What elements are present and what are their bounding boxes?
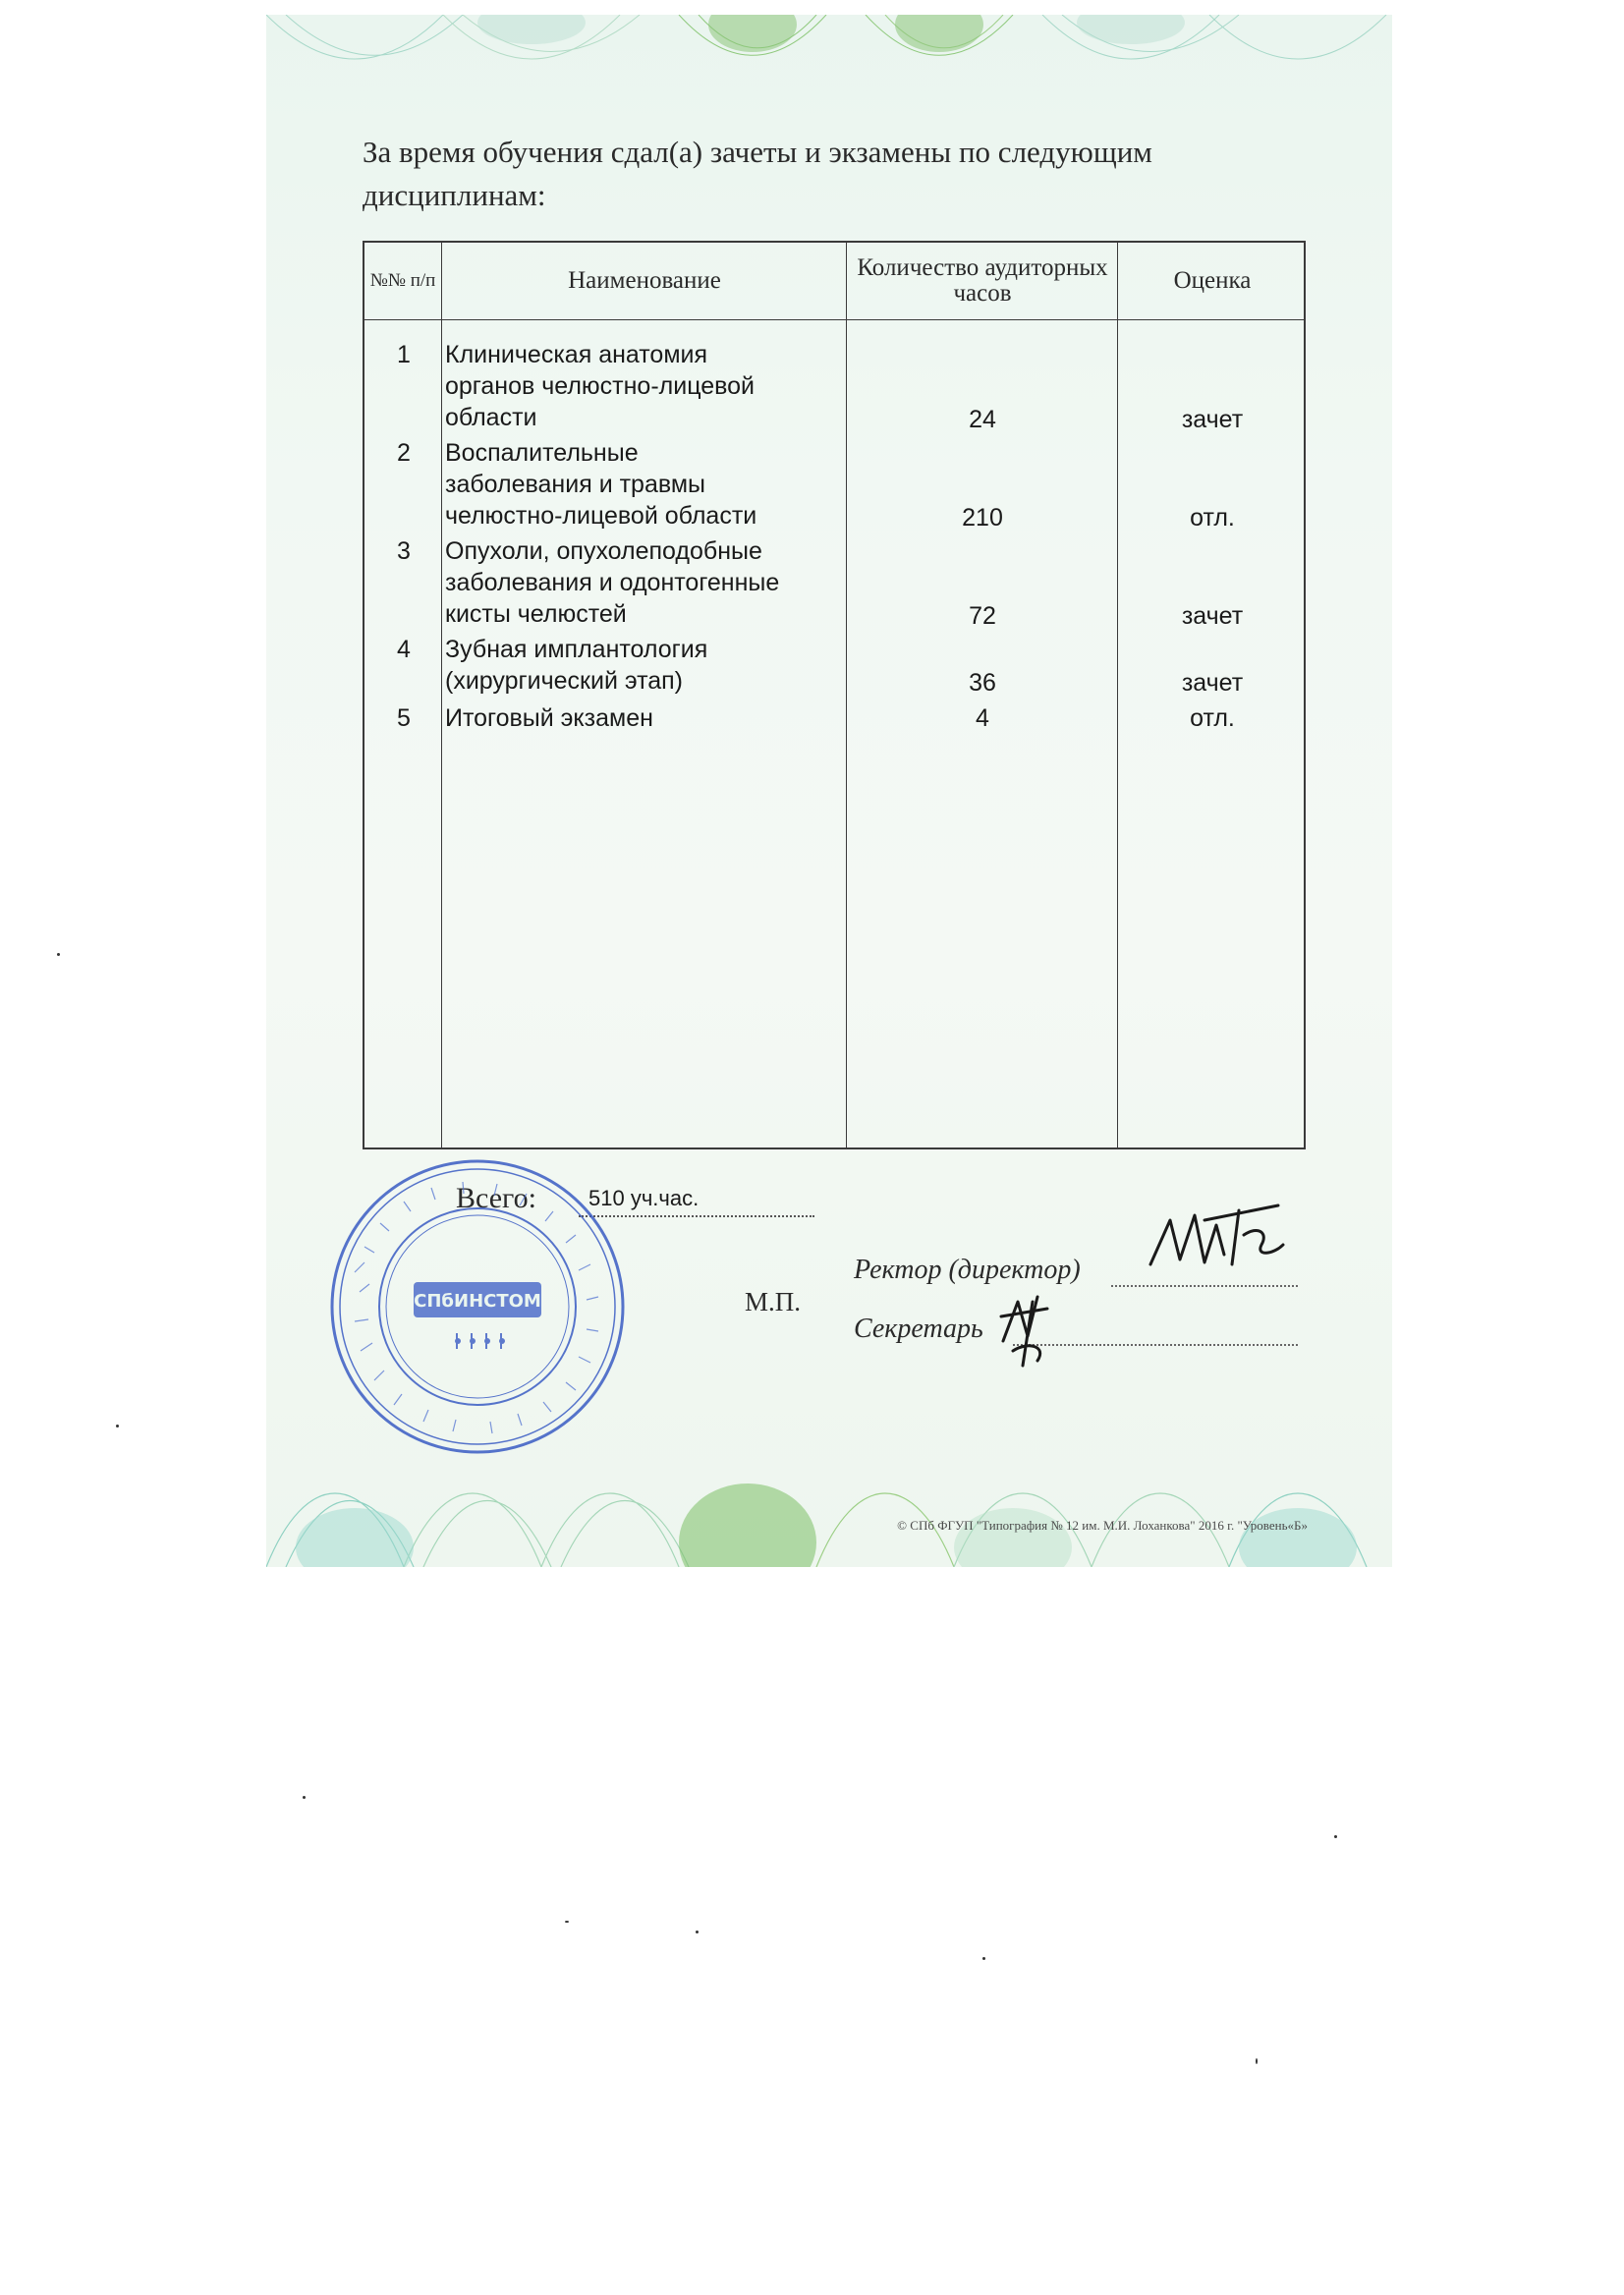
round-seal-stamp xyxy=(325,1154,630,1459)
rector-signature-line xyxy=(1111,1285,1298,1287)
row-grade: отл. xyxy=(1190,504,1235,532)
row-name: Опухоли, опухолеподобные заболевания и одонтогенные кисты челюстей xyxy=(445,537,780,628)
secretary-signature xyxy=(993,1287,1062,1375)
scan-speck xyxy=(565,1921,569,1923)
scan-speck xyxy=(696,1931,699,1933)
row-hours: 36 xyxy=(969,669,996,697)
row-grade: отл. xyxy=(1190,704,1235,732)
row-num: 3 xyxy=(397,537,411,565)
scan-speck xyxy=(303,1796,306,1799)
row-num: 4 xyxy=(397,636,411,663)
header-num: №№ п/п xyxy=(369,270,436,291)
scan-speck xyxy=(982,1957,985,1960)
row-grade: зачет xyxy=(1181,602,1244,630)
row-name: Клиническая анатомия органов челюстно-лицевой области xyxy=(445,341,756,431)
table-row xyxy=(364,339,1308,435)
row-grade: зачет xyxy=(1181,669,1244,697)
table-header-divider xyxy=(364,319,1304,320)
scan-speck xyxy=(1334,1835,1337,1838)
total-value: 510 уч.час. xyxy=(588,1186,700,1210)
row-num: 2 xyxy=(397,439,411,467)
row-name: Зубная имплантология (хирургический этап) xyxy=(445,636,708,695)
certificate-sheet xyxy=(266,15,1392,1567)
total-label: Всего: xyxy=(456,1182,536,1214)
stamp-place-label: М.П. xyxy=(745,1287,802,1316)
scan-speck xyxy=(57,953,60,956)
scan-speck xyxy=(116,1425,119,1427)
header-hours: Количество аудиторных часов xyxy=(857,254,1108,307)
row-hours: 210 xyxy=(962,504,1003,532)
row-name: Воспалительные заболевания и травмы челюстно-лицевой области xyxy=(445,439,757,530)
table-row xyxy=(364,535,1308,632)
guilloche-bottom-ornament xyxy=(266,1449,1392,1567)
row-hours: 72 xyxy=(969,602,996,630)
rector-signature xyxy=(1146,1186,1293,1274)
row-num: 1 xyxy=(397,341,411,368)
row-hours: 4 xyxy=(976,704,989,732)
secretary-label: Секретарь xyxy=(854,1314,983,1344)
grades-table xyxy=(363,241,1306,1149)
rector-label: Ректор (директор) xyxy=(854,1255,1081,1285)
table-row xyxy=(364,437,1308,533)
row-num: 5 xyxy=(397,704,411,732)
table-row xyxy=(364,702,1308,734)
row-grade: зачет xyxy=(1181,406,1244,433)
header-name: Наименование xyxy=(568,267,721,294)
scan-speck xyxy=(1256,2058,1258,2064)
row-hours: 24 xyxy=(969,406,996,433)
printer-footnote: © СПб ФГУП "Типография № 12 им. М.И. Лоханкова" 2016 г. "Уровень«Б» xyxy=(897,1518,1308,1533)
header-grade: Оценка xyxy=(1173,267,1252,294)
table-row xyxy=(364,634,1308,699)
seal-logo: СПбИНСТОМ xyxy=(414,1291,541,1312)
row-name: Итоговый экзамен xyxy=(445,704,653,732)
guilloche-top-ornament xyxy=(266,15,1392,84)
heading: За время обучения сдал(а) зачеты и экзамены по следующим дисциплинам: xyxy=(363,135,1152,212)
